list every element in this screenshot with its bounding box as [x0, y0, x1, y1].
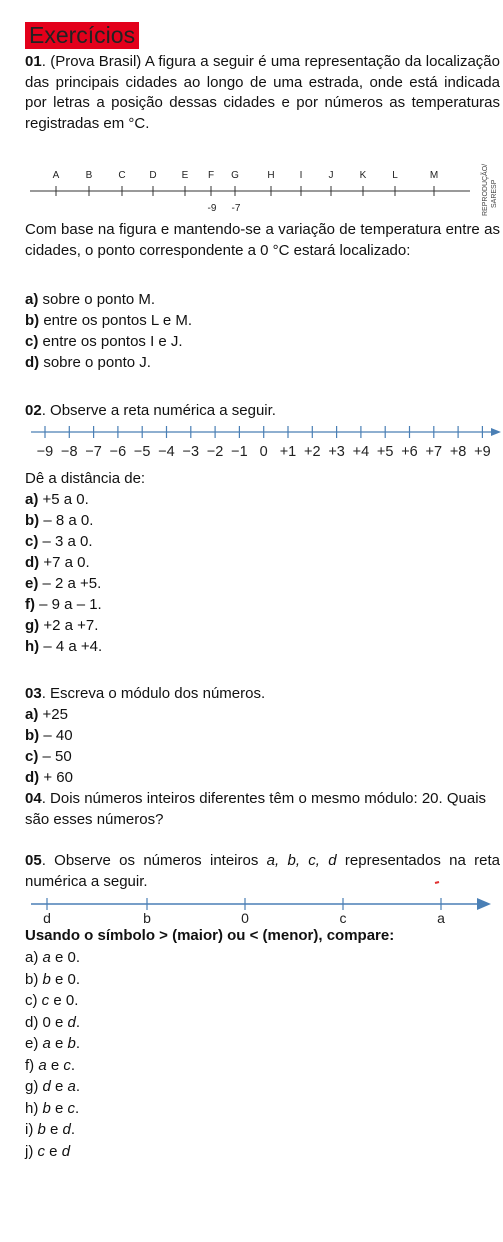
item-end: .	[75, 1013, 81, 1031]
q3-item	[25, 747, 72, 767]
item-label: b)	[25, 970, 43, 988]
item-label: f)	[25, 596, 35, 613]
numberline-label: d	[43, 910, 51, 926]
numberline-label: +6	[401, 444, 418, 460]
q1-option	[25, 311, 192, 331]
numberline-label: 0	[241, 910, 249, 926]
option-text: sobre o ponto J.	[39, 354, 151, 371]
city-label: L	[392, 170, 398, 181]
item-label: d)	[25, 1013, 43, 1031]
numberline-label: −7	[85, 444, 102, 460]
numberline-label: −4	[158, 444, 175, 460]
item-mid: e 0.	[50, 949, 81, 966]
item-v2: a	[67, 1078, 76, 1095]
numberline-label: b	[143, 910, 151, 926]
q5-item	[25, 1077, 80, 1097]
q1-number: 01	[25, 53, 42, 70]
item-mid: e	[50, 1035, 68, 1052]
numberline-label: +4	[352, 444, 370, 460]
option-label: b)	[25, 312, 40, 329]
item-end: .	[75, 1035, 81, 1052]
city-label: C	[118, 170, 126, 181]
item-mid: e	[45, 1121, 63, 1138]
item-text: +2 a +7.	[39, 617, 99, 634]
q3-intro	[25, 684, 265, 704]
numberline-label: +9	[474, 444, 491, 460]
option-text: sobre o ponto M.	[38, 291, 156, 308]
city-label: F	[207, 170, 215, 181]
item-label: c)	[25, 748, 39, 765]
item-label: d)	[25, 554, 40, 571]
item-label: b)	[25, 512, 40, 529]
q5-intro-b: representados na reta numérica a seguir.	[25, 852, 500, 890]
q2-item	[25, 553, 90, 573]
item-v2: b	[67, 1035, 76, 1052]
q1-temp-e: -9	[207, 203, 217, 214]
item-end: .	[75, 1099, 80, 1117]
item-mid: e 0.	[50, 970, 81, 988]
q2-item	[25, 490, 89, 510]
option-label: d)	[25, 354, 40, 371]
q3-item	[25, 726, 73, 746]
option-label: a)	[25, 291, 39, 308]
item-label: c)	[25, 992, 42, 1009]
item-v2: d	[61, 1142, 71, 1160]
city-label: K	[359, 170, 367, 181]
numberline-label: +8	[449, 444, 467, 460]
numberline-label: +5	[376, 444, 394, 460]
numberline-label: +3	[328, 444, 345, 460]
q5-item	[25, 1056, 75, 1076]
q1-option	[25, 332, 183, 352]
item-text: – 9 a – 1.	[35, 596, 102, 613]
item-mid: e	[50, 1099, 68, 1117]
item-label: e)	[25, 575, 39, 592]
q2-number-line	[25, 422, 503, 462]
q2-number: 02	[25, 402, 42, 419]
q2-item	[25, 532, 93, 552]
q5-intro-a: . Observe os números inteiros	[41, 852, 267, 869]
q1-credit-1: REPRODUÇÃO/	[482, 163, 489, 216]
q1-road-figure	[25, 160, 503, 220]
numberline-label: 0	[259, 444, 268, 460]
q2-prompt: Dê a distância de:	[25, 470, 146, 487]
numberline-label: −1	[231, 444, 248, 460]
item-text: – 50	[38, 748, 72, 765]
item-label: f)	[25, 1056, 39, 1074]
item-label: g)	[25, 617, 40, 634]
city-label: J	[328, 170, 334, 181]
item-mid: e	[45, 1142, 62, 1160]
item-text: + 60	[39, 769, 73, 786]
item-label: i)	[25, 1121, 38, 1138]
item-end: .	[70, 1121, 76, 1138]
q1-question: Com base na figura e mantendo-se a variação de temperatura entre as cidades, o ponto correspondente a 0 °C estará localizado:	[25, 221, 500, 259]
q4-body: . Dois números inteiros diferentes têm o mesmo módulo: 20. Quais são esses números?	[25, 790, 487, 828]
q5-item	[25, 991, 78, 1011]
item-label: d)	[25, 769, 40, 786]
q2-item	[25, 637, 102, 657]
q3-intro-text: . Escreva o módulo dos números.	[41, 685, 266, 702]
q5-number: 05	[25, 852, 42, 869]
item-label: j)	[25, 1142, 38, 1160]
q5-number-line	[25, 876, 495, 926]
q4-text	[25, 789, 500, 830]
item-v2: c	[67, 1099, 76, 1117]
item-mid: e	[46, 1056, 64, 1074]
item-v1: b	[37, 1121, 46, 1138]
option-text: entre os pontos L e M.	[39, 312, 193, 329]
q2-item	[25, 616, 98, 636]
item-v2: d	[62, 1121, 71, 1138]
q1-option	[25, 353, 151, 373]
item-label: b)	[25, 727, 40, 744]
item-label: h)	[25, 1099, 43, 1117]
option-label: c)	[25, 333, 39, 350]
city-label: D	[149, 170, 157, 181]
q3-number: 03	[25, 685, 42, 702]
q2-intro-text: . Observe a reta numérica a seguir.	[41, 402, 276, 419]
numberline-label: c	[339, 910, 347, 926]
q1-intro-text: . (Prova Brasil) A figura a seguir é uma representação da localização das principais cidades ao longo de uma estrada, onde está indicada por letras a posição dessas cidades e por números as temperaturas registradas em °C.	[25, 53, 500, 132]
item-v1: d	[42, 1078, 51, 1095]
numberline-label: −3	[182, 444, 200, 460]
city-label: H	[267, 170, 275, 181]
q2-intro	[25, 401, 276, 421]
numberline-label: +2	[304, 444, 321, 460]
item-text: +5 a 0.	[38, 491, 89, 508]
q5-item	[25, 1013, 80, 1033]
red-mark	[435, 882, 439, 883]
item-label: c)	[25, 533, 39, 550]
item-v1: b	[42, 1099, 51, 1117]
q3-item	[25, 705, 68, 725]
item-label: a)	[25, 491, 39, 508]
q2-item	[25, 574, 101, 594]
city-label: A	[52, 170, 60, 181]
item-text: – 4 a +4.	[39, 638, 103, 655]
city-label: E	[181, 170, 189, 181]
item-v1: c	[41, 992, 50, 1009]
item-v1: c	[37, 1142, 45, 1160]
q5-item	[25, 948, 80, 968]
q5-vars: a, b, c, d	[266, 852, 337, 869]
item-end: .	[70, 1056, 76, 1074]
numberline-label: −5	[133, 444, 151, 460]
q5-instruction: Usando o símbolo > (maior) ou < (menor), compare:	[25, 927, 395, 944]
item-v2: c	[63, 1056, 71, 1074]
item-label: e)	[25, 1035, 43, 1052]
q4-number: 04	[25, 790, 42, 807]
item-text: – 40	[39, 727, 73, 744]
item-label: h)	[25, 638, 40, 655]
city-label: B	[85, 170, 93, 181]
item-text: – 2 a +5.	[38, 575, 102, 592]
city-label: I	[299, 170, 303, 181]
item-label: g)	[25, 1078, 43, 1095]
city-label: G	[231, 170, 239, 181]
item-mid: 0 e	[42, 1013, 68, 1031]
q1-intro	[25, 52, 500, 134]
city-label: M	[429, 170, 439, 181]
q1-credit-2: SARESP	[491, 179, 498, 208]
item-v1: a	[38, 1056, 47, 1074]
item-v1: a	[42, 1035, 51, 1052]
q1-option	[25, 290, 155, 310]
item-end: .	[75, 1078, 81, 1095]
numberline-label: −6	[109, 444, 127, 460]
item-text: – 3 a 0.	[38, 533, 93, 550]
numberline-label: −8	[61, 444, 78, 460]
item-v1: b	[42, 970, 51, 988]
item-label: a)	[25, 949, 43, 966]
numberline-label: +7	[425, 444, 443, 460]
item-label: a)	[25, 706, 39, 723]
option-text: entre os pontos I e J.	[38, 333, 183, 350]
numberline-label: −2	[206, 444, 224, 460]
item-text: +7 a 0.	[39, 554, 90, 571]
q3-item	[25, 768, 73, 788]
q1-temp-f: -7	[231, 203, 241, 214]
q5-item	[25, 1142, 70, 1162]
q5-item	[25, 1099, 79, 1119]
numberline-label: a	[437, 910, 445, 926]
q2-item	[25, 511, 93, 531]
item-v2: d	[67, 1013, 76, 1031]
q5-item	[25, 1034, 80, 1054]
q5-item	[25, 970, 80, 990]
numberline-label: +1	[279, 444, 297, 460]
item-v1: a	[42, 949, 51, 966]
q2-item	[25, 595, 102, 615]
item-mid: e 0.	[49, 992, 79, 1009]
item-mid: e	[50, 1078, 68, 1095]
page-title: Exercícios	[25, 22, 139, 49]
item-text: +25	[38, 706, 68, 723]
numberline-label: −9	[36, 444, 54, 460]
q5-item	[25, 1120, 75, 1140]
item-text: – 8 a 0.	[39, 512, 94, 529]
